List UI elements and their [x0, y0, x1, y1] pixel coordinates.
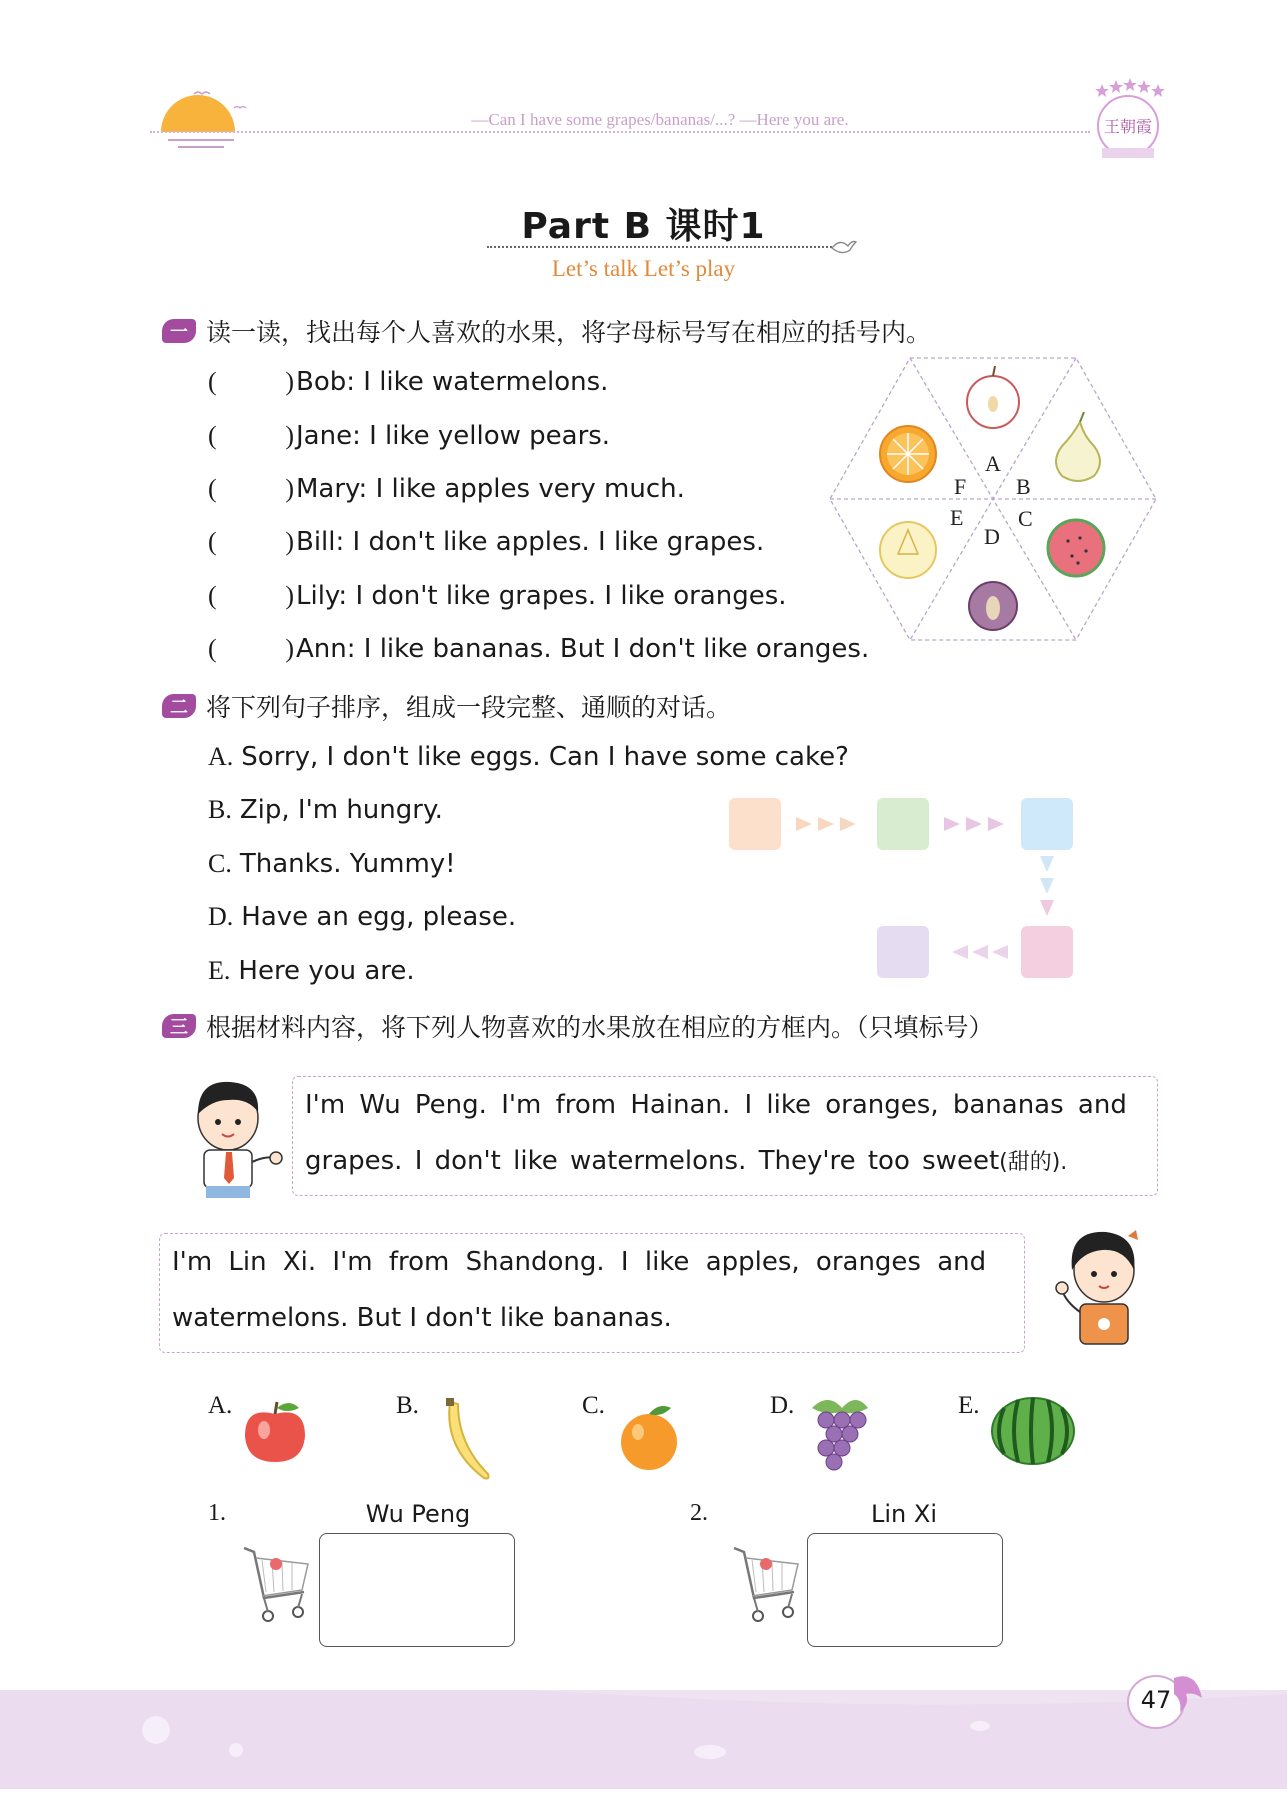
orange-slice-icon	[880, 426, 936, 482]
answer-number-2: 2.	[690, 1500, 708, 1526]
page-number-badge	[1124, 1672, 1190, 1728]
section-3-instruction: 根据材料内容，将下列人物喜欢的水果放在相应的方框内。（只填标号）	[206, 1013, 994, 1042]
arrow-right-icon	[796, 815, 862, 837]
passage-2-line-1: I'm Lin Xi. I'm from Shandong. I like apples, oranges and	[172, 1247, 987, 1277]
answer-name-wu-peng: Wu Peng	[365, 1500, 471, 1528]
passage-1-note: (甜的).	[999, 1150, 1068, 1175]
part2-item-text: Sorry, I don't like eggs. Can I have some cake?	[241, 742, 849, 772]
part1-item-text: Jane: I like yellow pears.	[296, 421, 611, 451]
pear-icon	[1056, 412, 1100, 481]
boy-avatar	[188, 1078, 284, 1206]
section-2-header	[162, 689, 731, 723]
part2-item-text: Here you are.	[238, 956, 415, 986]
shopping-cart-icon	[240, 1540, 312, 1634]
part2-item-b	[208, 795, 443, 825]
section-2-instruction: 将下列句子排序，组成一段完整、通顺的对话。	[206, 693, 732, 722]
page-title: Part B 课时1	[521, 206, 766, 247]
section-1-badge: 一	[162, 319, 196, 343]
part2-item-a	[208, 742, 849, 772]
part2-item-e	[208, 956, 415, 986]
option-letter-c: C.	[582, 1392, 605, 1419]
section-3-badge: 三	[162, 1014, 196, 1038]
part2-item-text: Thanks. Yummy!	[239, 849, 456, 879]
order-box-4[interactable]	[1021, 926, 1073, 978]
watermelon-slice-icon	[1048, 520, 1104, 576]
order-box-3[interactable]	[1021, 798, 1073, 850]
passage-line	[172, 1234, 1012, 1290]
part2-item-letter: E.	[208, 956, 231, 985]
order-box-2[interactable]	[877, 798, 929, 850]
order-box-5[interactable]	[877, 926, 929, 978]
hex-letter-e: E	[950, 505, 964, 530]
hex-letter-f: F	[954, 474, 967, 499]
answer-blank[interactable]: ( )	[208, 421, 294, 450]
title-underline	[487, 246, 832, 248]
girl-avatar	[1052, 1226, 1152, 1350]
apple-icon	[967, 366, 1019, 428]
passage-lin-xi	[159, 1233, 1025, 1353]
part2-item-letter: C.	[208, 849, 232, 878]
page-number: 47	[1140, 1686, 1172, 1714]
arrow-right-icon	[944, 815, 1010, 837]
part1-item-5	[208, 581, 787, 611]
answer-name-lin-xi: Lin Xi	[871, 1500, 937, 1528]
part2-item-letter: A.	[208, 742, 234, 771]
header-divider	[150, 131, 1090, 133]
part2-item-text: Have an egg, please.	[241, 902, 517, 932]
brand-logo	[1088, 78, 1168, 164]
part1-item-6	[208, 634, 869, 664]
passage-1-line-2: grapes. I don't like watermelons. They're too sweet	[305, 1146, 1000, 1176]
part1-item-text: Mary: I like apples very much.	[296, 474, 685, 504]
answer-box-wu-peng[interactable]	[319, 1533, 515, 1647]
section-2-badge: 二	[162, 694, 196, 718]
banana-icon	[430, 1398, 500, 1488]
header-running-text: —Can I have some grapes/bananas/...? —Here you are.	[471, 110, 849, 129]
part2-item-letter: D.	[208, 902, 234, 931]
passage-line	[305, 1133, 1145, 1191]
banana-slice-icon	[880, 522, 936, 578]
apple-icon	[240, 1400, 310, 1468]
part1-item-1	[208, 367, 608, 397]
option-letter-e: E.	[958, 1392, 980, 1419]
part1-item-3	[208, 474, 685, 504]
answer-blank[interactable]: ( )	[208, 474, 294, 503]
fruit-hexagon	[828, 356, 1158, 642]
grape-icon	[969, 582, 1017, 630]
option-letter-b: B.	[396, 1392, 419, 1419]
answer-blank[interactable]: ( )	[208, 527, 294, 556]
passage-line	[172, 1290, 1012, 1346]
hex-letter-c: C	[1018, 506, 1033, 531]
order-box-1[interactable]	[729, 798, 781, 850]
part1-item-text: Bill: I don't like apples. I like grapes.	[296, 527, 765, 557]
answer-blank[interactable]: ( )	[208, 367, 294, 396]
answer-blank[interactable]: ( )	[208, 634, 294, 663]
footer-band	[0, 1690, 1287, 1789]
part1-item-text: Lily: I don't like grapes. I like oranges.	[296, 581, 787, 611]
shopping-cart-icon	[730, 1540, 802, 1634]
hex-letter-d: D	[984, 524, 1000, 549]
page-subtitle: Let’s talk Let’s play	[551, 256, 736, 281]
arrow-down-icon	[1038, 856, 1056, 924]
hex-letter-b: B	[1016, 474, 1031, 499]
passage-2-line-2: watermelons. But I don't like bananas.	[172, 1303, 672, 1333]
option-letter-d: D.	[770, 1392, 795, 1419]
orange-icon	[616, 1402, 682, 1476]
part1-item-2	[208, 421, 610, 451]
answer-box-lin-xi[interactable]	[807, 1533, 1003, 1647]
part2-item-text: Zip, I'm hungry.	[239, 795, 443, 825]
passage-1-line-1: I'm Wu Peng. I'm from Hainan. I like oranges, bananas and	[305, 1090, 1127, 1120]
part1-item-4	[208, 527, 764, 557]
option-letter-a: A.	[208, 1392, 233, 1419]
sun-icon	[158, 90, 238, 150]
watermelon-icon	[990, 1396, 1076, 1470]
grapes-icon	[804, 1394, 874, 1478]
part1-item-text: Ann: I like bananas. But I don't like oranges.	[296, 634, 870, 664]
section-1-header	[162, 314, 931, 348]
part2-item-letter: B.	[208, 795, 232, 824]
answer-blank[interactable]: ( )	[208, 581, 294, 610]
section-1-instruction: 读一读，找出每个人喜欢的水果，将字母标号写在相应的括号内。	[206, 318, 932, 347]
passage-line	[305, 1077, 1145, 1133]
section-3-header	[162, 1009, 994, 1043]
part2-item-c	[208, 849, 456, 879]
part1-item-text: Bob: I like watermelons.	[296, 367, 609, 397]
part2-item-d	[208, 902, 516, 932]
arrow-left-icon	[944, 943, 1010, 965]
answer-number-1: 1.	[208, 1500, 226, 1526]
hex-letter-a: A	[985, 451, 1001, 476]
brand-logo-text: 王朝霞	[1103, 117, 1153, 136]
passage-wu-peng	[292, 1076, 1158, 1196]
